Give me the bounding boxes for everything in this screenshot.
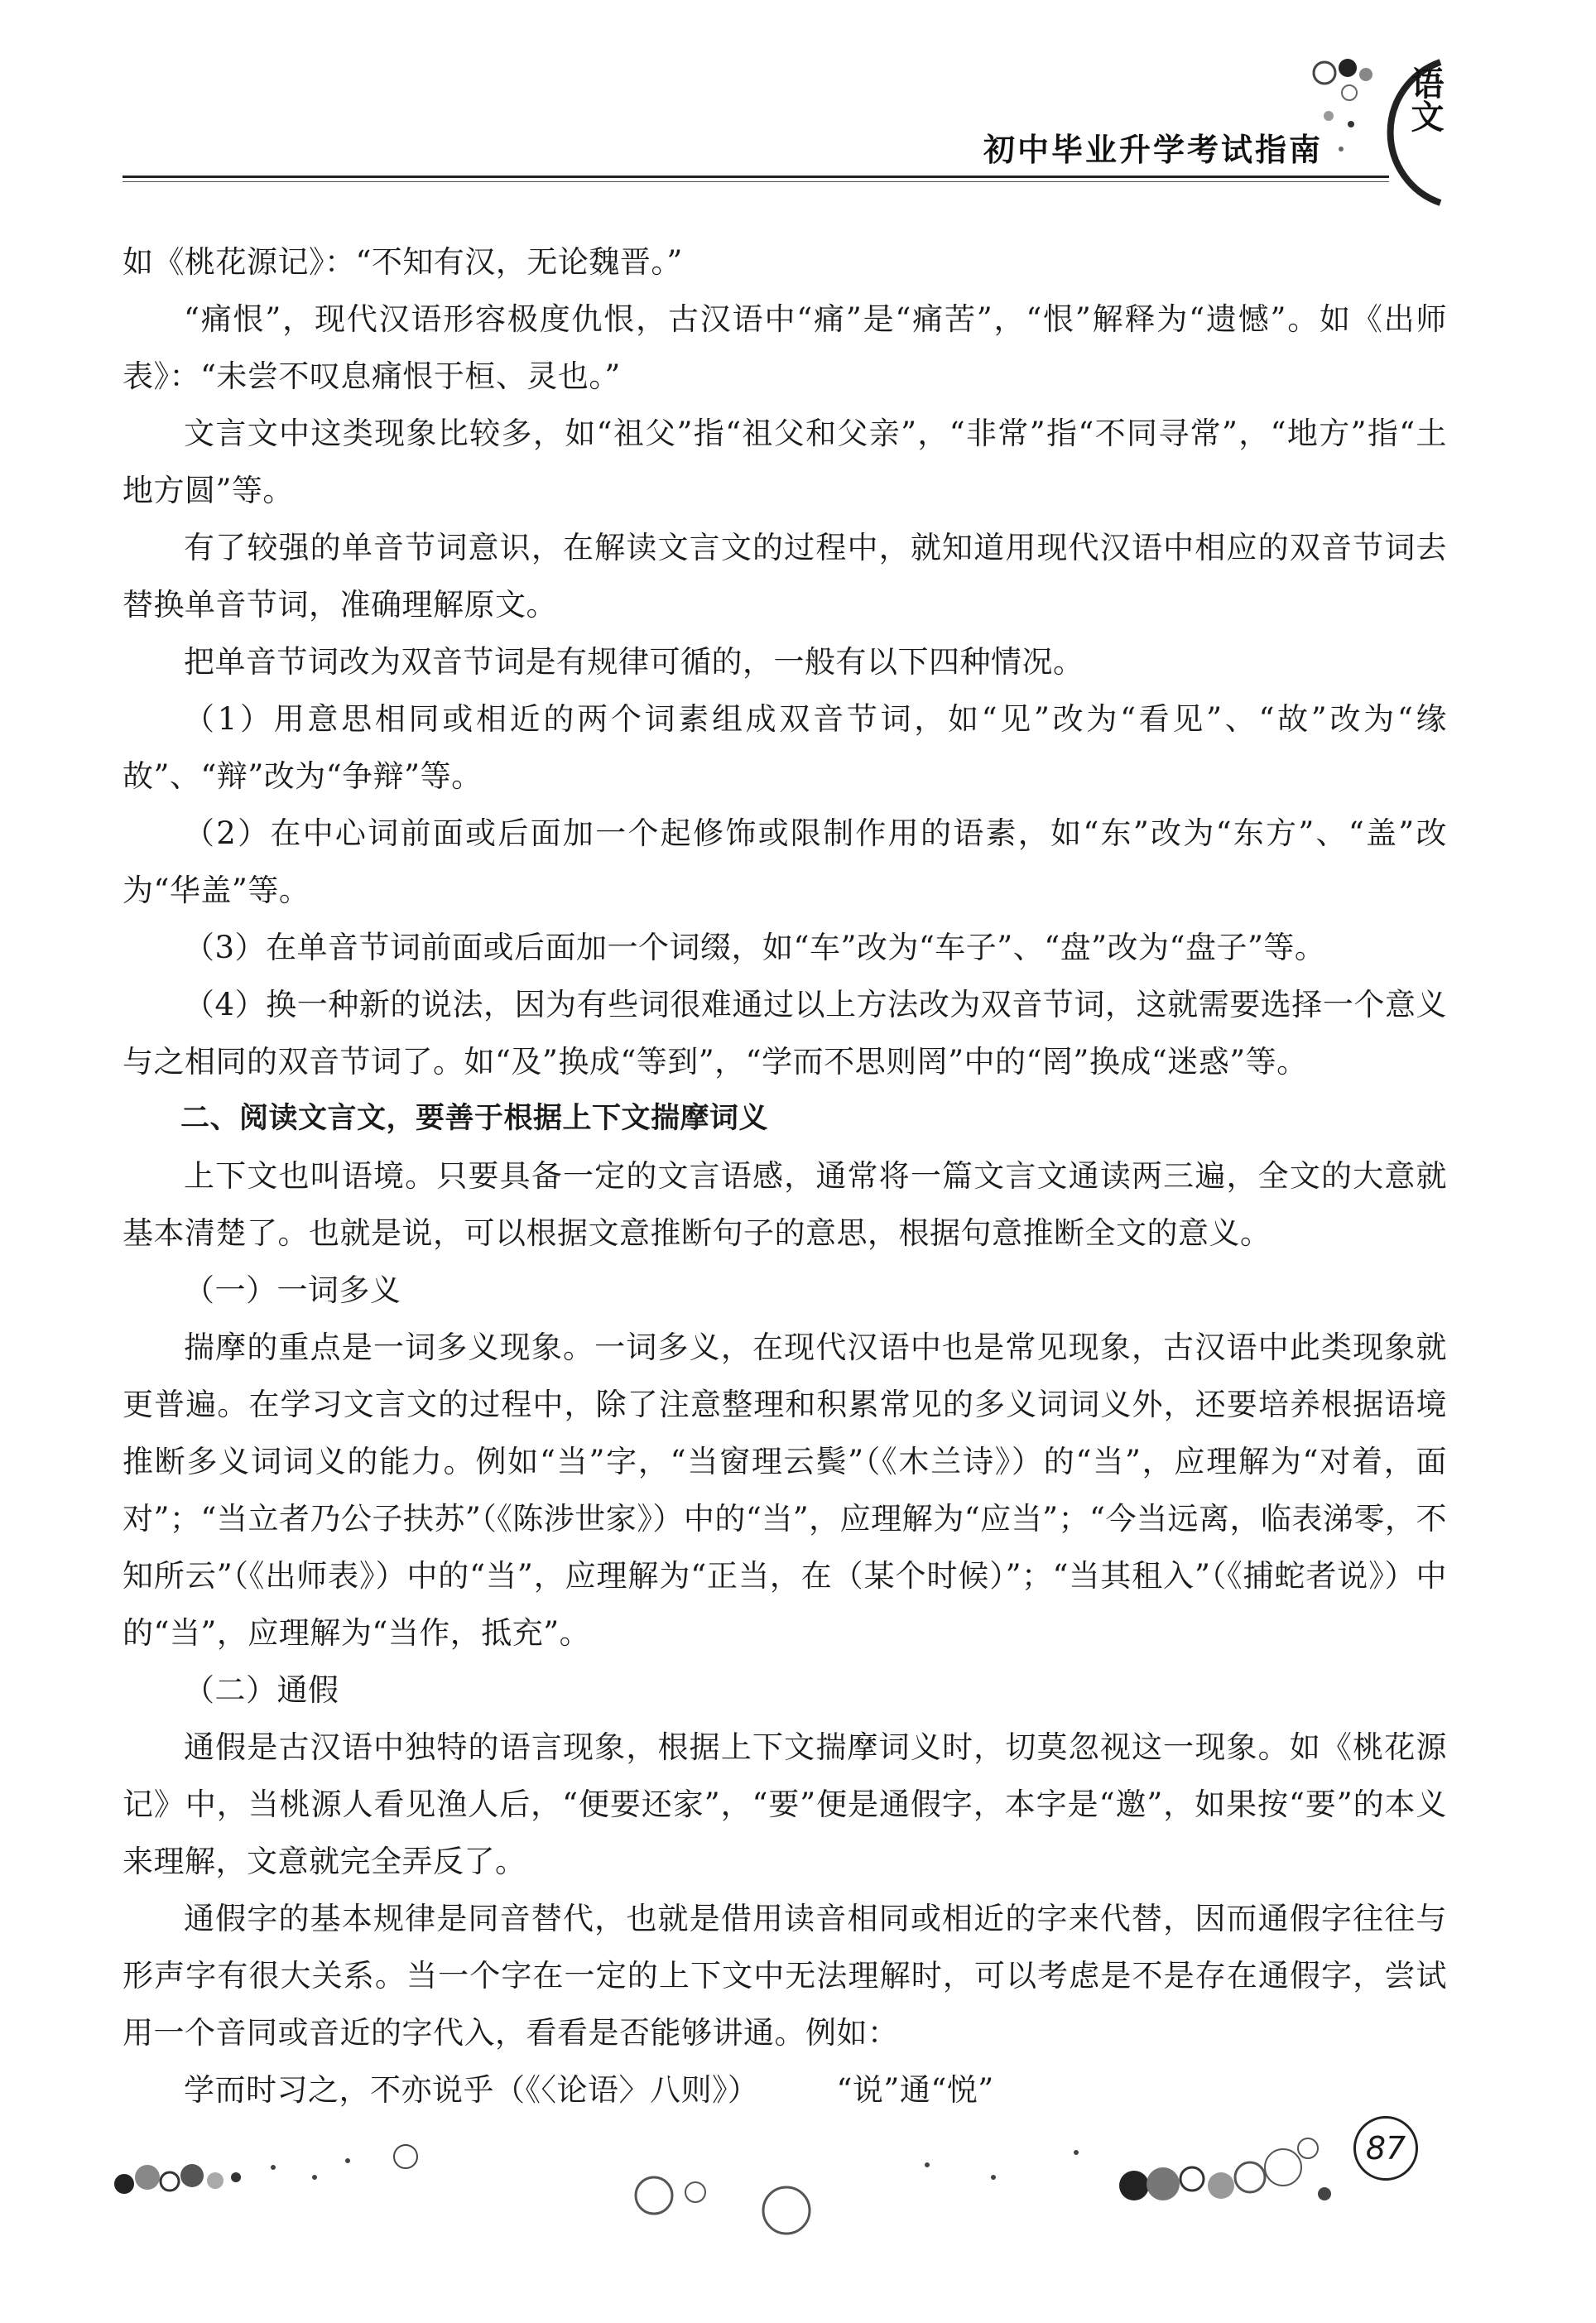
section-heading: 二、阅读文言文，要善于根据上下文揣摩词义 (180, 1102, 769, 1135)
list-item: （3）在单音节词前面或后面加一个词缀，如“车”改为“车子”、“盘”改为“盘子”等。 (184, 930, 1326, 965)
example-line: 学而时习之，不亦说乎（《〈论语〉八则》） “说”通“悦” (184, 2072, 994, 2108)
page-header (0, 0, 1596, 215)
book-title: 初中毕业升学考试指南 (983, 131, 1323, 168)
subsection-heading: （一）一词多义 (184, 1272, 401, 1308)
paragraph: 通假字的基本规律是同音替代，也就是借用读音相同或相近的字来代替，因而通假字往往与形声字有很大关系。当一个字在一定的上下文中无法理解时，可以考虑是不是存在通假字，尝试用一个音同或音近的字代入，看看是否能够讲通。例如： (123, 1901, 1447, 2051)
header-rule-thin (123, 181, 1389, 182)
subsection-heading: （二）通假 (184, 1672, 339, 1708)
list-item: （4）换一种新的说法，因为有些词很难通过以上方法改为双音节词，这就需要选择一个意义与之相同的双音节词了。如“及”换成“等到”，“学而不思则罔”中的“罔”换成“迷惑”等。 (123, 987, 1447, 1080)
header-rule (123, 176, 1389, 178)
paragraph: 有了较强的单音节词意识，在解读文言文的过程中，就知道用现代汉语中相应的双音节词去替换单音节词，准确理解原文。 (123, 530, 1447, 623)
list-item: （1）用意思相同或相近的两个词素组成双音节词，如“见”改为“看见”、“故”改为“缘故”、“辩”改为“争辩”等。 (123, 701, 1447, 794)
list-item: （2）在中心词前面或后面加一个起修饰或限制作用的语素，如“东”改为“东方”、“盖”改为“华盖”等。 (123, 815, 1447, 908)
paragraph: 如《桃花源记》：“不知有汉，无论魏晋。” (123, 244, 683, 280)
paragraph: 文言文中这类现象比较多，如“祖父”指“祖父和父亲”，“非常”指“不同寻常”，“地方”指“土地方圆”等。 (123, 416, 1447, 508)
paragraph: 揣摩的重点是一词多义现象。一词多义，在现代汉语中也是常见现象，古汉语中此类现象就更普遍。在学习文言文的过程中，除了注意整理和积累常见的多义词词义外，还要培养根据语境推断多义词词义的能力。例如“当”字，“当窗理云鬓”（《木兰诗》）的“当”，应理解为“对着，面对”；“当立者乃公子扶苏”（《陈涉世家》）中的“当”，应理解为“应当”；“今当远离，临表涕零，不知所云”（《出师表》）中的“当”，应理解为“正当，在（某个时候）”；“当其租入”（《捕蛇者说》）中的“当”，应理解为“当作，抵充”。 (123, 1330, 1447, 1651)
page-number: 87 (1353, 2116, 1418, 2181)
paragraph: “痛恨”，现代汉语形容极度仇恨，古汉语中“痛”是“痛苦”，“恨”解释为“遗憾”。如《出师表》：“未尝不叹息痛恨于桓、灵也。” (123, 301, 1447, 394)
subject-label: 语文 (1406, 66, 1445, 132)
paragraph: 通假是古汉语中独特的语言现象，根据上下文揣摩词义时，切莫忽视这一现象。如《桃花源记》中，当桃源人看见渔人后，“便要还家”，“要”便是通假字，本字是“邀”，如果按“要”的本义来理解，文意就完全弄反了。 (123, 1729, 1447, 1879)
page-body (123, 233, 1447, 2119)
paragraph: 把单音节词改为双音节词是有规律可循的，一般有以下四种情况。 (184, 644, 1084, 680)
paragraph: 上下文也叫语境。只要具备一定的文言语感，通常将一篇文言文通读两三遍，全文的大意就基本清楚了。也就是说，可以根据文意推断句子的意思，根据句意推断全文的意义。 (123, 1158, 1447, 1251)
